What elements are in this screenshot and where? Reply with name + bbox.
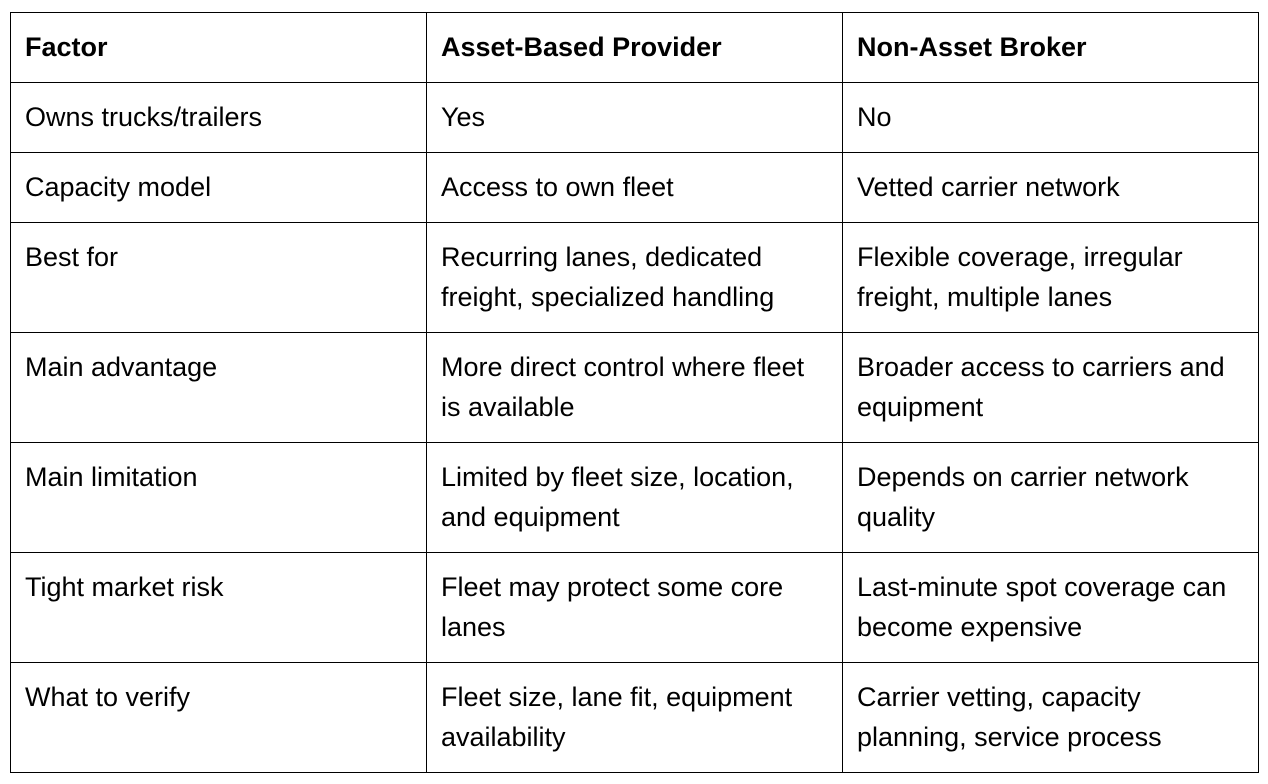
broker-cell: Vetted carrier network [843, 153, 1259, 223]
broker-cell: Flexible coverage, irregular freight, multiple lanes [843, 223, 1259, 333]
broker-cell: Last-minute spot coverage can become expensive [843, 553, 1259, 663]
factor-cell: Owns trucks/trailers [11, 83, 427, 153]
table-row [11, 553, 1259, 663]
comparison-table [10, 12, 1259, 773]
broker-cell: No [843, 83, 1259, 153]
asset-cell: Fleet size, lane fit, equipment availability [427, 663, 843, 773]
table-row [11, 153, 1259, 223]
broker-cell: Carrier vetting, capacity planning, service process [843, 663, 1259, 773]
factor-cell: Capacity model [11, 153, 427, 223]
broker-cell: Broader access to carriers and equipment [843, 333, 1259, 443]
asset-cell: Recurring lanes, dedicated freight, specialized handling [427, 223, 843, 333]
broker-cell: Depends on carrier network quality [843, 443, 1259, 553]
header-factor: Factor [11, 13, 427, 83]
header-non-asset-broker: Non-Asset Broker [843, 13, 1259, 83]
header-asset-based-provider: Asset-Based Provider [427, 13, 843, 83]
factor-cell: Tight market risk [11, 553, 427, 663]
factor-cell: Main advantage [11, 333, 427, 443]
table-row [11, 443, 1259, 553]
factor-cell: Main limitation [11, 443, 427, 553]
table-row [11, 83, 1259, 153]
table-row [11, 223, 1259, 333]
asset-cell: Limited by fleet size, location, and equipment [427, 443, 843, 553]
asset-cell: Fleet may protect some core lanes [427, 553, 843, 663]
factor-cell: Best for [11, 223, 427, 333]
table-row [11, 333, 1259, 443]
asset-cell: More direct control where fleet is available [427, 333, 843, 443]
table-row [11, 663, 1259, 773]
factor-cell: What to verify [11, 663, 427, 773]
asset-cell: Yes [427, 83, 843, 153]
asset-cell: Access to own fleet [427, 153, 843, 223]
header-row [11, 13, 1259, 83]
